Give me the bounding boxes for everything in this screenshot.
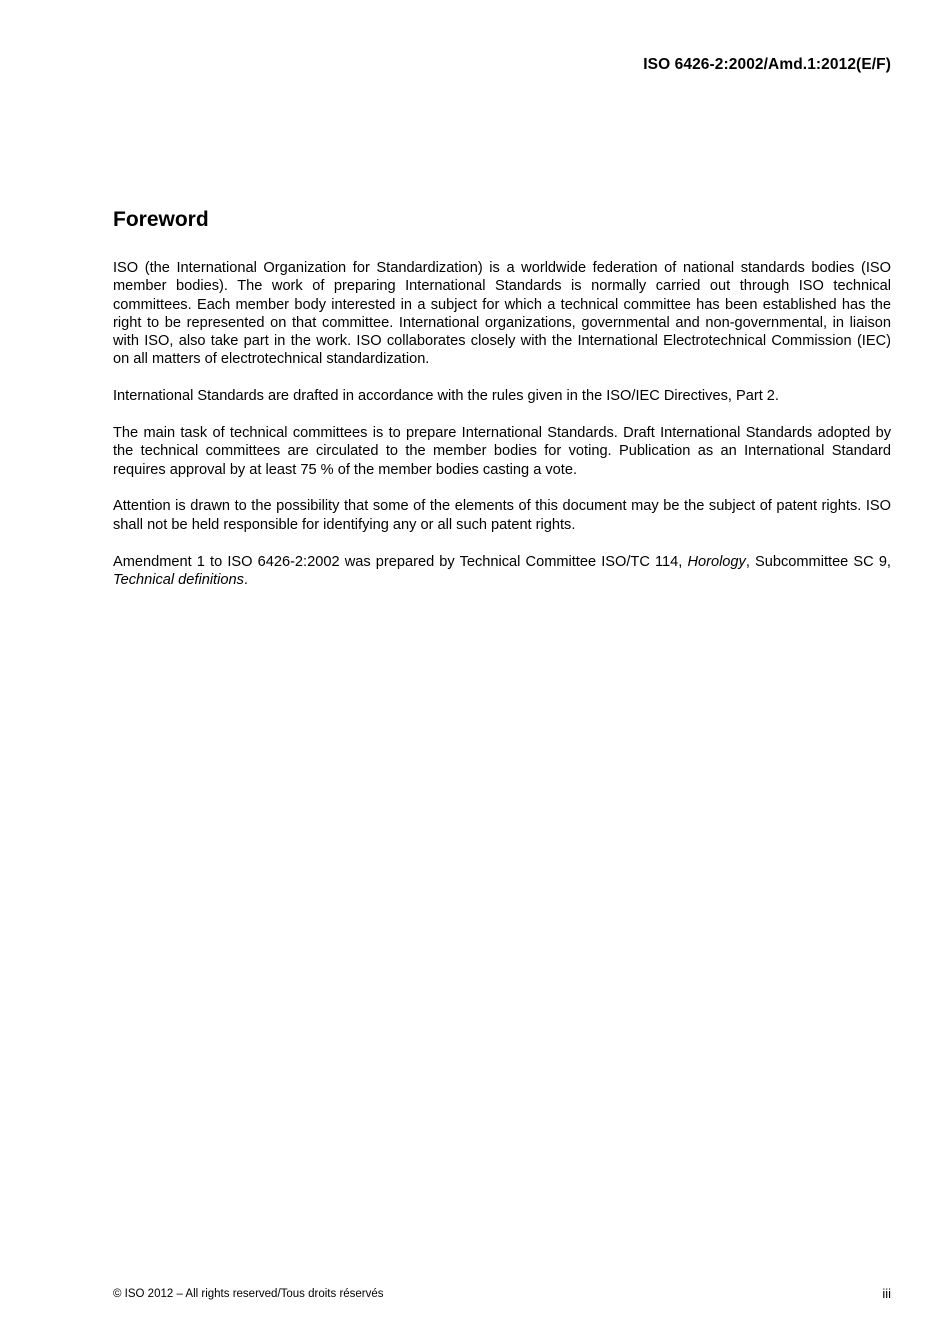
copyright-notice: © ISO 2012 – All rights reserved/Tous droits réservés [113, 1288, 384, 1300]
paragraph-patent: Attention is drawn to the possibility that some of the elements of this document may be the subject of patent rights. ISO shall not be held responsible for identifying any or all such patent rights. [113, 498, 891, 533]
document-reference: ISO 6426-2:2002/Amd.1:2012(E/F) [643, 56, 891, 73]
amendment-suffix: . [243, 571, 248, 588]
paragraph-main-task: The main task of technical committees is to prepare International Standards. Draft International Standards adopted by the technical committees are circulated to the member bodies for voting. Publication as an International Standard requires approval by at least 75 % of the member bodies casting a vote. [113, 425, 891, 478]
amendment-middle: , Subcommittee SC 9, [745, 553, 891, 570]
paragraph-amendment [113, 553, 891, 590]
committee-title: Horology [687, 553, 746, 570]
page-title: Foreword [113, 208, 209, 231]
page-number: iii [882, 1286, 891, 1301]
subcommittee-title: Technical definitions [113, 571, 244, 588]
paragraph-iso-intro: ISO (the International Organization for Standardization) is a worldwide federation of national standards bodies (ISO member bodies). The work of preparing International Standards is normally carried out through ISO technical committees. Each member body interested in a subject for which a technical committee has been established has the right to be represented on that committee. International organizations, governmental and non-governmental, in liaison with ISO, also take part in the work. ISO collaborates closely with the International Electrotechnical Commission (IEC) on all matters of electrotechnical standardization. [113, 260, 891, 368]
amendment-prefix: Amendment 1 to ISO 6426-2:2002 was prepared by Technical Committee ISO/TC 114, [113, 553, 688, 570]
paragraph-directives: International Standards are drafted in accordance with the rules given in the ISO/IEC Directives, Part 2. [113, 388, 779, 405]
foreword-body [113, 259, 891, 608]
